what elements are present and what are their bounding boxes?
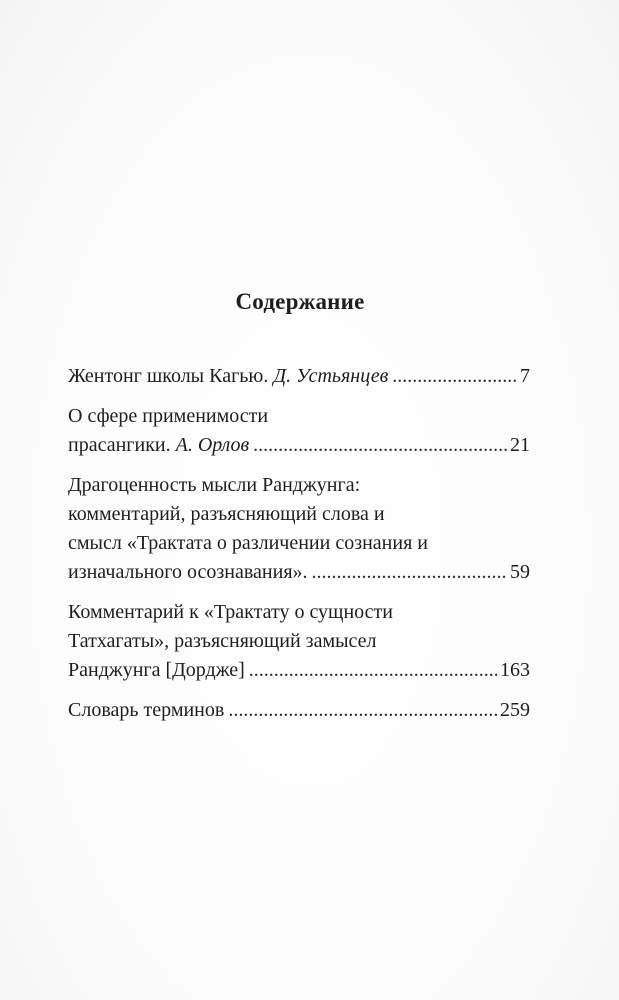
toc-entry-title: прасангики. — [68, 434, 176, 456]
toc-entry-title: О сфере применимости — [68, 405, 269, 427]
page-title: Содержание — [235, 289, 365, 314]
table-of-contents — [68, 362, 530, 736]
toc-entry-line — [68, 696, 530, 725]
toc-entry-author: А. Орлов — [175, 434, 250, 456]
toc-page-number: 259 — [500, 699, 530, 721]
toc-page-number: 21 — [510, 434, 530, 456]
toc-entry-title: Драгоценность мысли Ранджунга: — [68, 474, 361, 496]
toc-entry — [68, 696, 530, 725]
dot-leader — [253, 431, 507, 460]
toc-entry-line — [68, 656, 530, 685]
toc-entry-title: Ранджунга [Дордже] — [68, 659, 245, 681]
toc-entry-title: комментарий, разъясняющий слова и — [68, 503, 385, 525]
toc-entry-title: Жентонг школы Кагью. — [68, 365, 274, 387]
dot-leader — [228, 696, 497, 725]
toc-entry-title: смысл «Трактата о различении сознания и — [68, 532, 428, 554]
toc-page-number: 7 — [520, 365, 530, 387]
toc-entry — [68, 471, 530, 587]
toc-entry-title: Комментарий к «Трактату о сущности — [68, 601, 393, 623]
toc-entry — [68, 402, 530, 460]
toc-page-number: 59 — [510, 561, 530, 583]
toc-entry-line — [68, 362, 530, 391]
toc-entry-title: Татхагаты», разъясняющий замысел — [68, 630, 377, 652]
toc-entry — [68, 362, 530, 391]
toc-entry-line — [68, 431, 530, 460]
dot-leader — [249, 656, 497, 685]
toc-page-number: 163 — [500, 659, 530, 681]
toc-entry-title: Словарь терминов — [68, 699, 225, 721]
dot-leader — [392, 362, 517, 391]
toc-entry-author: Д. Устьянцев — [273, 365, 389, 387]
dot-leader — [312, 558, 507, 587]
toc-entry-line — [68, 558, 530, 587]
toc-entry — [68, 598, 530, 685]
toc-entry-title: изначального осознавания». — [68, 561, 308, 583]
